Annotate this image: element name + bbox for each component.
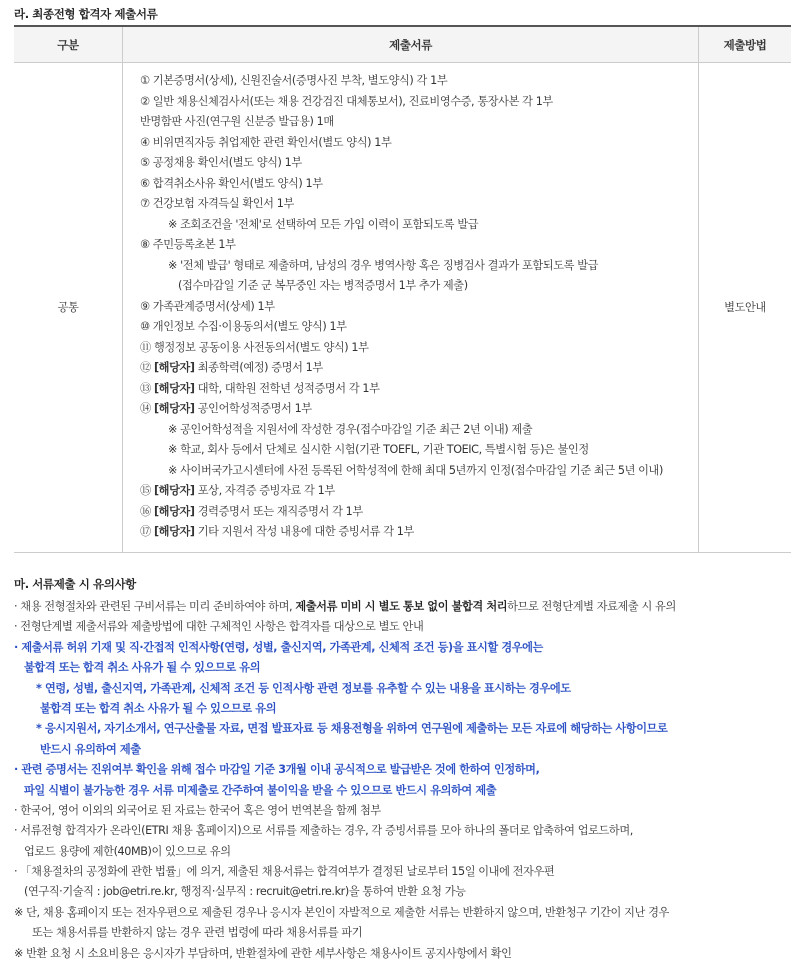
- applicable-tag: [해당자]: [153, 402, 195, 415]
- note-item-warning: 불합격 또는 합격 취소 사유가 될 수 있으므로 유의: [24, 661, 261, 675]
- note-item: 또는 채용서류를 반환하지 않는 경우 관련 법령에 따라 채용서류를 파기: [32, 926, 363, 940]
- header-category: 구분: [14, 26, 123, 63]
- note-item-warning: · 제출서류 허위 기재 및 직·간접적 인적사항(연령, 성별, 출신지역, 가족관계, 신체적 조건 등)을 표시할 경우에는: [14, 640, 543, 654]
- table-header-row: [14, 26, 791, 63]
- document-number: ⑭: [140, 402, 154, 415]
- document-item: ⑥ 합격취소사유 확인서(별도 양식) 1부: [140, 176, 323, 190]
- document-number: ⑬: [140, 381, 154, 395]
- document-item: [140, 379, 698, 400]
- document-text: 공인어학성적증명서 1부: [194, 402, 312, 415]
- document-item: ⑩ 개인정보 수집·이용동의서(별도 양식) 1부: [140, 320, 347, 333]
- document-item: 반명함판 사진(연구원 신분증 발급용) 1매: [140, 115, 334, 128]
- document-text: 최종학력(예정) 증명서 1부: [194, 361, 323, 374]
- document-item: [140, 399, 698, 420]
- table-row: [14, 63, 791, 553]
- document-item: [140, 358, 698, 379]
- document-item: ④ 비위면직자등 취업제한 관련 확인서(별도 양식) 1부: [140, 135, 392, 149]
- note-item: · 서류전형 합격자가 온라인(ETRI 채용 홈페이지)으로 서류를 제출하는 경우, 각 증빙서류를 모아 하나의 폴더로 압축하여 업로드하며,: [14, 824, 633, 838]
- note-emphasis: 제출서류 미비 시 별도 통보 없이 불합격 처리: [295, 600, 508, 613]
- note-item-warning: 반드시 유의하여 제출: [40, 742, 141, 756]
- note-item-warning: 파일 식별이 불가능한 경우 서류 미제출로 간주하여 불이익을 받을 수 있으므로 반드시 유의하여 제출: [24, 783, 497, 797]
- document-item: ※ '전체 발급' 형태로 제출하며, 남성의 경우 병역사항 혹은 징병검사 결과가 포함되도록 발급: [168, 258, 599, 272]
- note-text: · 채용 전형절차와 관련된 구비서류는 미리 준비하여야 하며,: [14, 600, 296, 613]
- header-method: 제출방법: [699, 26, 792, 63]
- applicable-tag: [해당자]: [153, 484, 195, 497]
- document-item: ⑪ 행정정보 공동이용 사전동의서(별도 양식) 1부: [140, 340, 369, 354]
- document-number: ⑫: [140, 361, 154, 374]
- note-text: 하므로 전형단계별 자료제출 시 유의: [507, 600, 676, 613]
- note-item-warning: * 응시지원서, 자기소개서, 연구산출물 자료, 면접 발표자료 등 채용전형을 위하여 연구원에 제출하는 모든 자료에 해당하는 사항이므로: [36, 722, 668, 736]
- document-text: 대학, 대학원 전학년 성적증명서 각 1부: [194, 381, 380, 395]
- section-title-submission-notes: 마. 서류제출 시 유의사항: [14, 577, 136, 591]
- document-item: (접수마감일 기준 군 복무중인 자는 병적증명서 1부 추가 제출): [178, 279, 468, 292]
- document-item: ※ 사이버국가고시센터에 사전 등록된 어학성적에 한해 최대 5년까지 인정(접수마감일 기준 최근 5년 이내): [168, 463, 663, 477]
- note-item: ※ 반환 요청 시 소요비용은 응시자가 부담하며, 반환절차에 관한 세부사항은 채용사이트 공지사항에서 확인: [14, 946, 512, 960]
- document-item: ① 기본증명서(상세), 신원진술서(증명사진 부착, 별도양식) 각 1부: [140, 74, 448, 87]
- document-item: ⑦ 건강보험 자격득실 확인서 1부: [140, 197, 294, 210]
- document-item: [140, 522, 698, 543]
- note-item: [14, 597, 794, 617]
- document-item: [140, 481, 698, 502]
- header-documents: 제출서류: [123, 26, 699, 63]
- document-item: ⑤ 공정채용 확인서(별도 양식) 1부: [140, 156, 302, 169]
- document-item: ※ 공인어학성적을 지원서에 작성한 경우(접수마감일 기준 최근 2년 이내) 제출: [168, 422, 533, 436]
- note-item: · 「채용절차의 공정화에 관한 법률」에 의거, 제출된 채용서류는 합격여부가 결정된 날로부터 15일 이내에 전자우편: [14, 865, 555, 879]
- note-item: · 한국어, 영어 이외의 외국어로 된 자료는 한국어 혹은 영어 번역본을 함께 첨부: [14, 803, 381, 817]
- documents-cell: [123, 63, 699, 553]
- note-item-warning: 불합격 또는 합격 취소 사유가 될 수 있으므로 유의: [40, 701, 277, 715]
- note-item: ※ 단, 채용 홈페이지 또는 전자우편으로 제출된 경우나 응시자 본인이 자발적으로 제출한 서류는 반환하지 않으며, 반환청구 기간이 지난 경우: [14, 905, 669, 919]
- document-item: ※ 학교, 회사 등에서 단체로 실시한 시험(기관 TOEFL, 기관 TOEIC, 특별시험 등)은 불인정: [168, 443, 589, 456]
- applicable-tag: [해당자]: [153, 504, 195, 518]
- document-number: ⑮: [140, 484, 154, 497]
- document-item: [140, 502, 698, 523]
- applicable-tag: [해당자]: [153, 361, 195, 374]
- document-number: ⑰: [140, 525, 154, 538]
- document-text: 포상, 자격증 증빙자료 각 1부: [194, 484, 335, 497]
- document-text: 경력증명서 또는 재직증명서 각 1부: [194, 504, 363, 518]
- document-item: ② 일반 채용신체검사서(또는 채용 건강검진 대체통보서), 진료비영수증, 통장사본 각 1부: [140, 94, 553, 108]
- document-item: ⑨ 가족관계증명서(상세) 1부: [140, 299, 275, 313]
- method-cell: 별도안내: [699, 63, 792, 553]
- applicable-tag: [해당자]: [153, 525, 195, 538]
- document-item: ※ 조회조건을 '전체'로 선택하여 모든 가입 이력이 포함되도록 발급: [168, 217, 479, 231]
- document-item: ⑧ 주민등록초본 1부: [140, 238, 236, 251]
- document-text: 기타 지원서 작성 내용에 대한 증빙서류 각 1부: [194, 525, 414, 538]
- note-item: · 전형단계별 제출서류와 제출방법에 대한 구체적인 사항은 합격자를 대상으로 별도 안내: [14, 620, 424, 634]
- applicable-tag: [해당자]: [153, 381, 195, 395]
- section-title-final-documents: 라. 최종전형 합격자 제출서류: [14, 7, 158, 21]
- note-item-warning: · 관련 증명서는 진위여부 확인을 위해 접수 마감일 기준 3개월 이내 공식적으로 발급받은 것에 한하여 인정하며,: [14, 763, 540, 777]
- submission-notes: [14, 597, 794, 964]
- note-item-warning: * 연령, 성별, 출신지역, 가족관계, 신체적 조건 등 인적사항 관련 정보를 유추할 수 있는 내용을 표시하는 경우에도: [36, 681, 571, 695]
- note-item: 업로드 용량에 제한(40MB)이 있으므로 유의: [24, 844, 231, 858]
- note-item: (연구직·기술직 : job@etri.re.kr, 행정직·실무직 : recruit@etri.re.kr)을 통하여 반환 요청 가능: [24, 885, 466, 899]
- document-number: ⑯: [140, 504, 154, 518]
- documents-table: [14, 25, 791, 553]
- category-cell: 공통: [14, 63, 123, 553]
